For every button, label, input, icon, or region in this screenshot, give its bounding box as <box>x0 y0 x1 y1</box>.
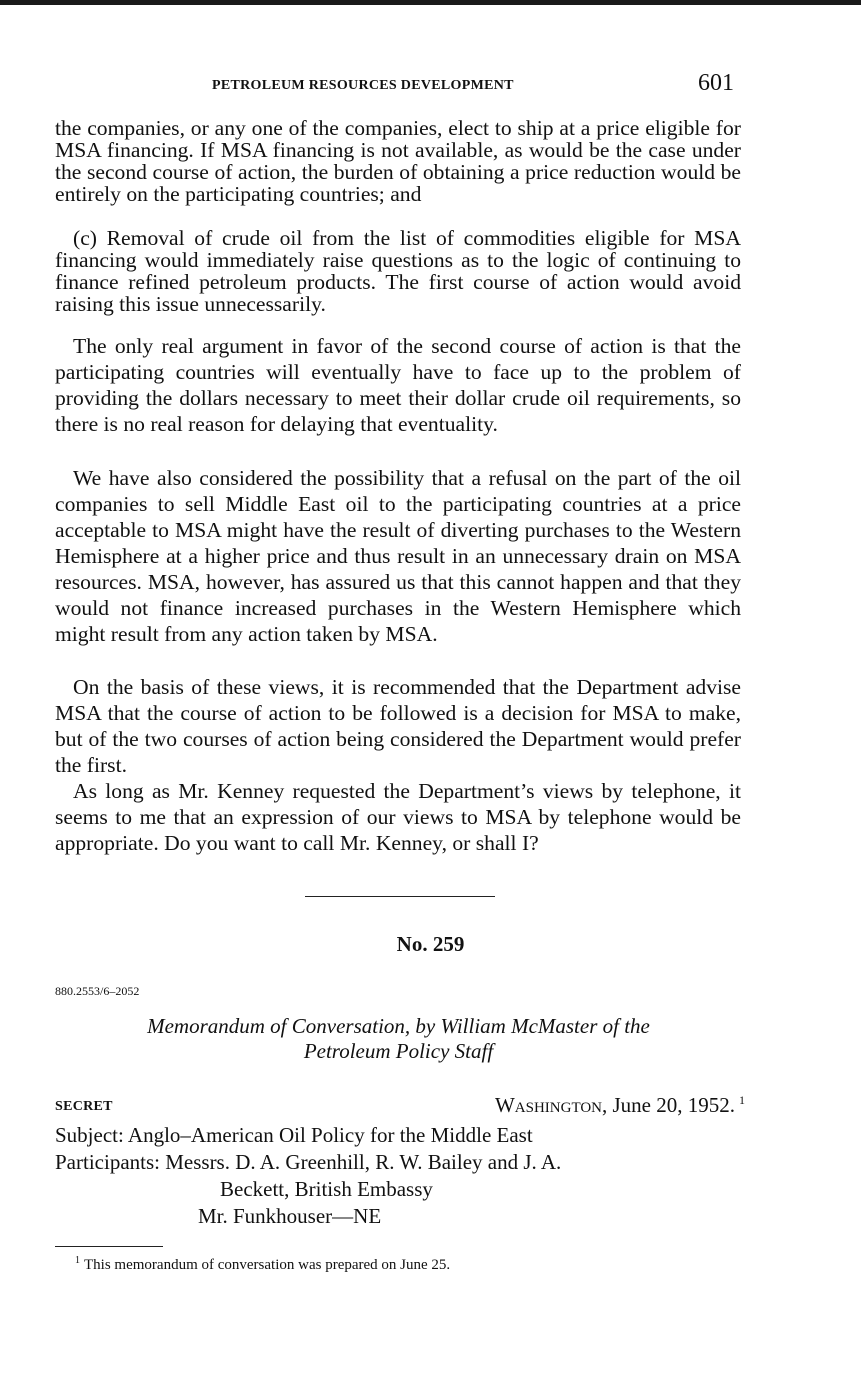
paragraph-possibility: We have also considered the possibility that a refusal on the part of the oil companies to sell Middle East oil to the participating countries at a price acceptable to MSA might have the result of diverting purchases to the Western Hemisphere at a higher price and thus result in an unnecessary drain on MSA resources. MSA, however, has assured us that this cannot happen and that they would not finance increased purchases in the Western Hemisphere which might result from any action taken by MSA. <box>55 466 741 646</box>
footnote-rule <box>55 1246 163 1247</box>
participants-line3: Mr. Funkhouser—NE <box>198 1204 382 1228</box>
participants-line1: Participants: Messrs. D. A. Greenhill, R. W. Bailey and J. A. <box>55 1150 562 1174</box>
dateline <box>495 1093 745 1118</box>
footnote-marker: 1 <box>75 1255 80 1266</box>
paragraph-c: (c) Removal of crude oil from the list of commodities eligible for MSA financing would immediately raise questions as to the logic of continuing to finance refined petroleum products. The first course of action would avoid raising this issue unnecessarily. <box>55 226 741 316</box>
subject-line: Subject: Anglo–American Oil Policy for the Middle East <box>55 1123 533 1147</box>
classification-row <box>55 1093 745 1121</box>
section-divider <box>305 896 495 897</box>
dateline-place: Washington <box>494 1093 602 1117</box>
paragraph-argument: The only real argument in favor of the second course of action is that the participating countries will eventually have to face up to the problem of providing the dollars necessary to meet their dollar crude oil requirements, so there is no real reason for delaying that eventuality. <box>55 334 741 436</box>
memo-title-line1: Memorandum of Conversation, by William McMaster of the <box>147 1014 650 1038</box>
paragraph-telephone: As long as Mr. Kenney requested the Department’s views by telephone, it seems to me that an expression of our views to MSA by telephone would be appropriate. Do you want to call Mr. Kenney, or shall I? <box>55 779 741 855</box>
participants-line2: Beckett, British Embassy <box>220 1177 433 1201</box>
classification-label: SECRET <box>55 1099 113 1114</box>
running-title: PETROLEUM RESOURCES DEVELOPMENT <box>212 78 514 93</box>
dateline-date: , June 20, 1952. <box>602 1093 735 1117</box>
page-header <box>0 70 861 102</box>
footnote <box>75 1255 450 1274</box>
paragraph-b-continuation: the companies, or any one of the companies, elect to ship at a price eligible for MSA financing. If MSA financing is not available, as would be the case under the second course of action, the burden of obtaining a price reduction would be entirely on the participating countries; and <box>55 116 741 206</box>
page-number: 601 <box>698 70 734 96</box>
paragraph-recommendation: On the basis of these views, it is recommended that the Department advise MSA that the course of action to be followed is a decision for MSA to make, but of the two courses of action being considered the Department would prefer the first. <box>55 675 741 777</box>
top-edge-bar <box>0 0 861 5</box>
memo-metadata <box>55 1122 745 1230</box>
file-reference: 880.2553/6–2052 <box>55 984 140 998</box>
memo-title-line2: Petroleum Policy Staff <box>303 1039 494 1063</box>
footnote-text: This memorandum of conversation was prepared on June 25. <box>84 1257 451 1273</box>
dateline-footnote-ref: 1 <box>739 1093 745 1107</box>
document-number: No. 259 <box>396 932 465 956</box>
memo-title <box>0 1014 797 1064</box>
